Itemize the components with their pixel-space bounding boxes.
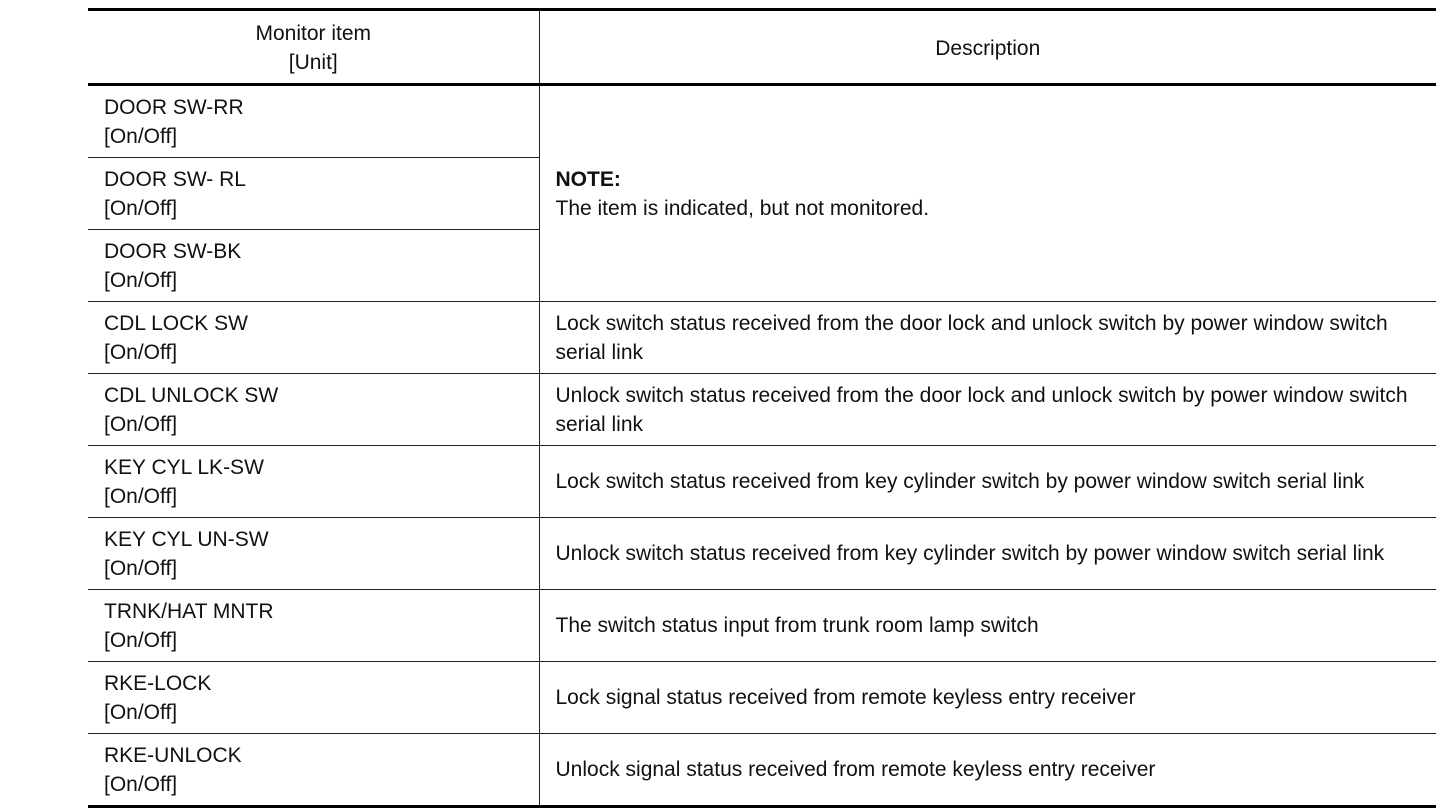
description-cell: Unlock signal status received from remote keyless entry receiver xyxy=(539,734,1436,807)
table-row xyxy=(88,85,1436,158)
item-unit: [On/Off] xyxy=(104,700,178,724)
note-label: NOTE: xyxy=(555,167,621,191)
item-name: KEY CYL UN-SW xyxy=(104,527,269,551)
item-name: RKE-UNLOCK xyxy=(104,743,242,767)
item-name: TRNK/HAT MNTR xyxy=(104,599,274,623)
item-name: CDL LOCK SW xyxy=(104,311,248,335)
monitor-item-cell xyxy=(88,662,539,734)
description-cell: Lock signal status received from remote keyless entry receiver xyxy=(539,662,1436,734)
monitor-item-cell xyxy=(88,230,539,302)
item-unit: [On/Off] xyxy=(104,196,178,220)
header-description: Description xyxy=(539,10,1436,85)
monitor-item-cell xyxy=(88,158,539,230)
description-cell: Lock switch status received from key cylinder switch by power window switch serial link xyxy=(539,446,1436,518)
item-unit: [On/Off] xyxy=(104,628,178,652)
monitor-item-cell xyxy=(88,446,539,518)
header-monitor-item xyxy=(88,10,539,85)
item-unit: [On/Off] xyxy=(104,124,178,148)
table-row xyxy=(88,446,1436,518)
item-name: DOOR SW- RL xyxy=(104,167,246,191)
item-name: KEY CYL LK-SW xyxy=(104,455,264,479)
item-name: RKE-LOCK xyxy=(104,671,212,695)
item-unit: [On/Off] xyxy=(104,268,178,292)
table-row xyxy=(88,734,1436,807)
table-row xyxy=(88,302,1436,374)
item-name: CDL UNLOCK SW xyxy=(104,383,279,407)
monitor-item-cell xyxy=(88,302,539,374)
item-name: DOOR SW-BK xyxy=(104,239,242,263)
door-note-cell xyxy=(539,85,1436,302)
item-unit: [On/Off] xyxy=(104,484,178,508)
table-row xyxy=(88,374,1436,446)
monitor-item-cell xyxy=(88,590,539,662)
description-cell: Unlock switch status received from the door lock and unlock switch by power window switch serial link xyxy=(539,374,1436,446)
header-unit-label: [Unit] xyxy=(288,51,338,74)
item-name: DOOR SW-RR xyxy=(104,95,244,119)
item-unit: [On/Off] xyxy=(104,556,178,580)
description-cell: Lock switch status received from the door lock and unlock switch by power window switch serial link xyxy=(539,302,1436,374)
table-header-row xyxy=(88,10,1436,85)
monitor-item-cell xyxy=(88,374,539,446)
description-cell: The switch status input from trunk room lamp switch xyxy=(539,590,1436,662)
monitor-item-cell xyxy=(88,518,539,590)
note-text: The item is indicated, but not monitored. xyxy=(555,196,930,220)
monitor-item-cell xyxy=(88,85,539,158)
monitor-item-cell xyxy=(88,734,539,807)
description-cell: Unlock switch status received from key cylinder switch by power window switch serial link xyxy=(539,518,1436,590)
monitor-item-table xyxy=(88,8,1436,808)
table-row xyxy=(88,518,1436,590)
table-row xyxy=(88,590,1436,662)
table-row xyxy=(88,662,1436,734)
header-monitor-item-label: Monitor item xyxy=(255,22,372,45)
item-unit: [On/Off] xyxy=(104,772,178,796)
item-unit: [On/Off] xyxy=(104,412,178,436)
item-unit: [On/Off] xyxy=(104,340,178,364)
